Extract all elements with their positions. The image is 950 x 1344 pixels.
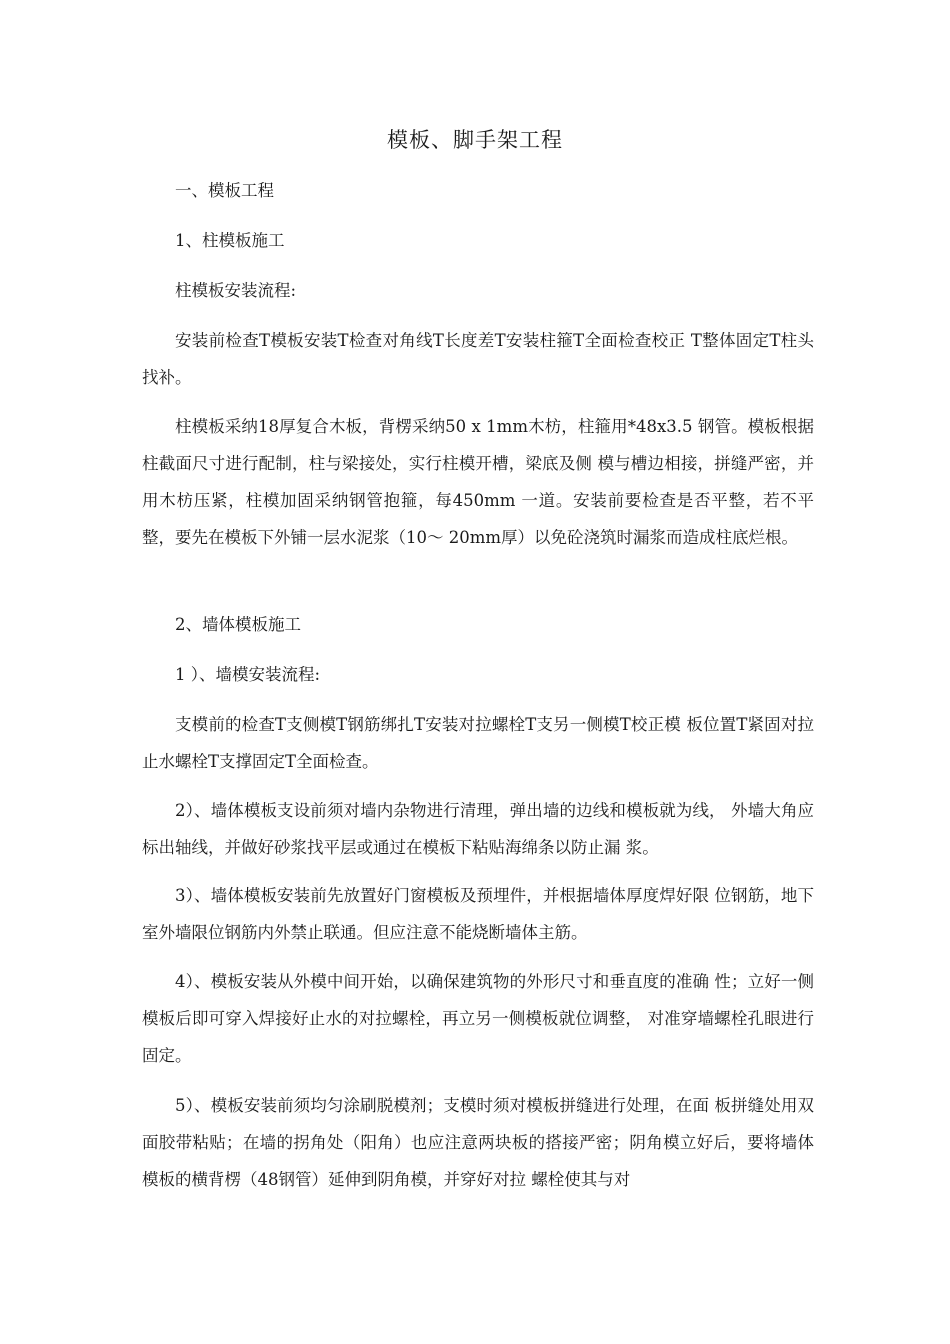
paragraph-column-flow-label: 柱模板安装流程: bbox=[175, 281, 297, 300]
paragraph-wall-step-3: 3）、墙体模板安装前先放置好门窗模板及预埋件，并根据墙体厚度焊好限 位钢筋，地下室外墙限位钢筋内外禁止联通。但应注意不能烧断墙体主筋。 bbox=[142, 886, 814, 942]
paragraph-column-materials: 柱模板采纳18厚复合木板，背楞采纳50 x 1mm木枋，柱箍用*48x3.5 钢管。模板根据柱截面尺寸进行配制，柱与梁接处，实行柱模开槽，梁底及侧 模与槽边相接，拼缝严密，并用木枋压紧，柱模加固采纳钢管抱箍，每450mm 一道。安装前要检查是否平整，若不平整，要先在模板下外铺一层水泥浆（10〜 20mm厚）以免砼浇筑时漏浆而造成柱底烂根。 bbox=[142, 417, 814, 547]
paragraph-wall-step-4: 4）、模板安装从外模中间开始，以确保建筑物的外形尺寸和垂直度的准确 性；立好一侧模板后即可穿入焊接好止水的对拉螺栓，再立另一侧模板就位调整， 对准穿墙螺栓孔眼进行固定。 bbox=[142, 972, 814, 1065]
paragraph-wall-step-2: 2）、墙体模板支设前须对墙内杂物进行清理，弹出墙的边线和模板就为线， 外墙大角应标出轴线，并做好砂浆找平层或通过在模板下粘贴海绵条以防止漏 浆。 bbox=[142, 801, 814, 857]
paragraph-wall-step-5: 5）、模板安装前须均匀涂刷脱模剂；支模时须对模板拼缝进行处理，在面 板拼缝处用双面胶带粘贴；在墙的拐角处（阳角）也应注意两块板的搭接严密；阴角模立好后，要将墙体模板的横背楞（48钢管）延伸到阴角模，并穿好对拉 螺栓使其与对 bbox=[142, 1096, 814, 1189]
paragraph-wall-flow-label: 1 ）、墙模安装流程: bbox=[175, 665, 321, 684]
subsection-heading-wall-formwork: 2、墙体模板施工 bbox=[175, 615, 301, 634]
document-title: 模板、脚手架工程 bbox=[387, 128, 563, 152]
section-heading-formwork: 一、模板工程 bbox=[175, 181, 274, 200]
paragraph-wall-flow: 支模前的检查T支侧模T钢筋绑扎T安装对拉螺栓T支另一侧模T校正模 板位置T紧固对拉止水螺栓T支撑固定T全面检查。 bbox=[142, 715, 814, 771]
paragraph-column-flow: 安装前检查T模板安装T检查对角线T长度差T安装柱箍T全面检查校正 T整体固定T柱头找补。 bbox=[142, 331, 814, 387]
subsection-heading-column-formwork: 1、柱模板施工 bbox=[175, 231, 285, 250]
